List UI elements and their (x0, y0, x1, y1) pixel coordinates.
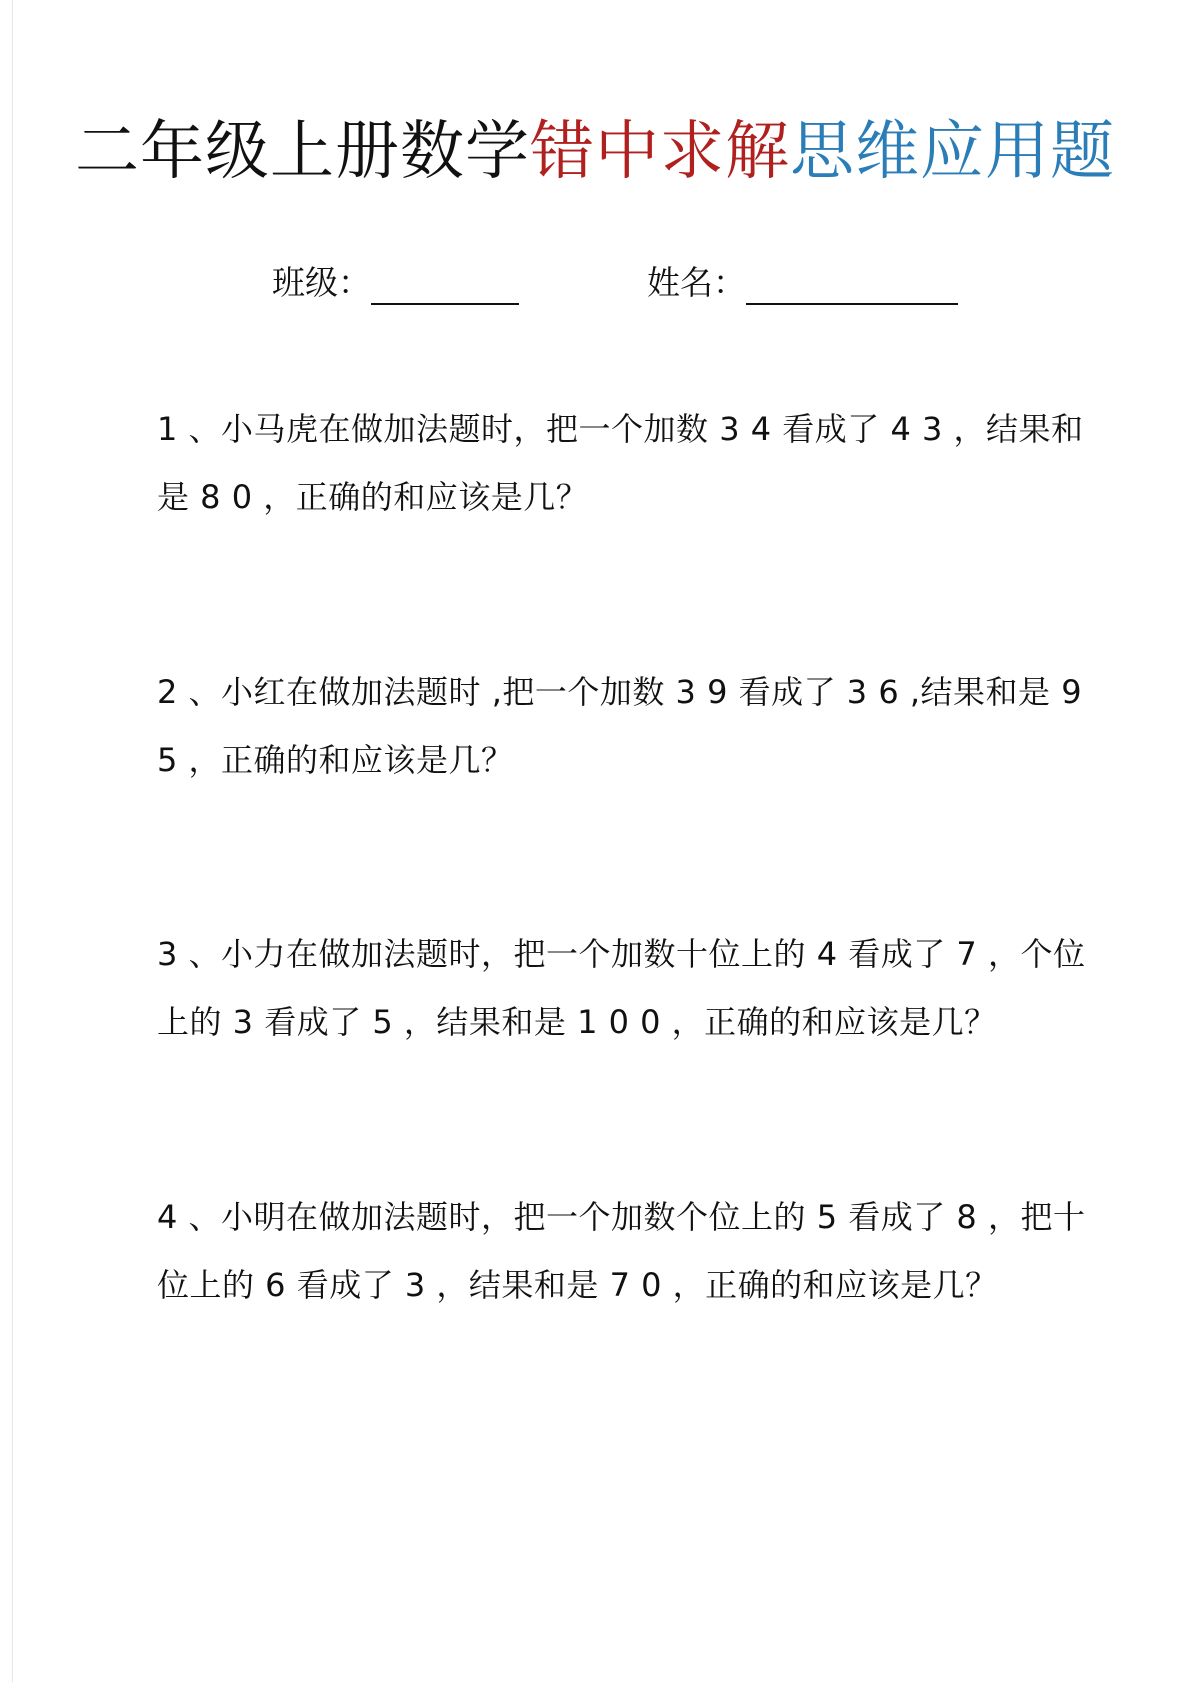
name-field (647, 258, 958, 308)
class-label: 班级： (272, 263, 371, 302)
class-blank[interactable] (371, 258, 519, 305)
question-3: 3 、小力在做加法题时，把一个加数十位上的 4 看成了 7 ，个位上的 3 看成了 5 ，结果和是 1 0 0 ，正确的和应该是几？ (157, 935, 1086, 1041)
question-1: 1 、小马虎在做加法题时，把一个加数 3 4 看成了 4 3 ，结果和是 8 0 ，正确的和应该是几？ (157, 410, 1084, 516)
question-2: 2 、小红在做加法题时 ,把一个加数 3 9 看成了 3 6 ,结果和是 9 5 ，正确的和应该是几？ (157, 673, 1083, 779)
name-blank[interactable] (746, 258, 958, 305)
title-part-grade: 二年级上册数学 (75, 115, 530, 189)
title-part-error-solving: 错中求解 (530, 115, 790, 189)
worksheet-title (0, 110, 1190, 194)
title-part-thinking-problems: 思维应用题 (790, 115, 1115, 189)
question-4: 4 、小明在做加法题时，把一个加数个位上的 5 看成了 8 ，把十位上的 6 看成了 3 ，结果和是 7 0 ，正确的和应该是几？ (157, 1198, 1086, 1304)
name-label: 姓名： (647, 263, 746, 302)
class-field (272, 258, 519, 308)
page-edge (12, 0, 13, 1682)
